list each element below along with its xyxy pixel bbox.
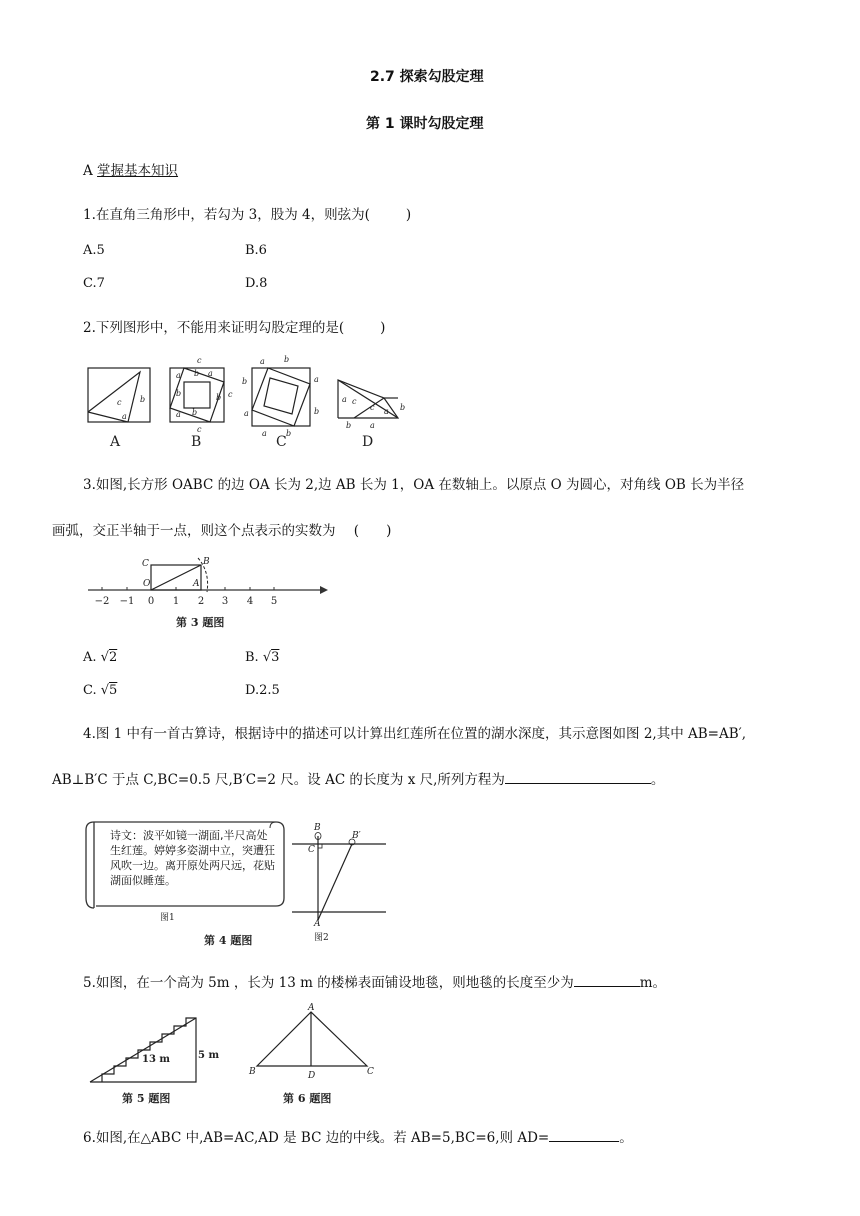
q1-option-b: B.6: [245, 243, 267, 258]
svg-text:b: b: [192, 408, 198, 417]
tick-label: −1: [119, 596, 135, 607]
staircase-figure: [84, 1010, 224, 1110]
isosceles-triangle-figure: [245, 1000, 385, 1110]
figure-d: [338, 380, 398, 418]
section-heading: [83, 159, 178, 179]
svg-text:b: b: [346, 421, 352, 430]
svg-text:b: b: [140, 395, 146, 404]
svg-text:b: b: [194, 369, 200, 378]
fig1-label: 图1: [160, 913, 175, 923]
svg-text:c: c: [228, 390, 233, 399]
svg-text:a: a: [262, 429, 267, 438]
tick-label: 1: [172, 596, 180, 607]
svg-text:c: c: [197, 425, 202, 434]
section-label: 掌握基本知识: [97, 163, 179, 179]
svg-text:B′: B′: [352, 831, 361, 841]
tick-label: 5: [270, 596, 278, 607]
tick-label: 0: [147, 596, 155, 607]
number-line-figure: [84, 552, 334, 634]
svg-text:b: b: [242, 377, 248, 386]
svg-text:b: b: [314, 407, 320, 416]
question-2-close: ): [380, 320, 386, 336]
tick-label: 3: [221, 596, 229, 607]
page-subtitle: 第 1 课时勾股定理: [366, 116, 484, 132]
tick-label: 2: [197, 596, 205, 607]
svg-text:O: O: [143, 579, 151, 589]
stair-length-label: 13 m: [142, 1054, 170, 1065]
svg-text:b: b: [176, 389, 182, 398]
question-6-text: 6.如图,在△ABC 中,AB=AC,AD 是 BC 边的中线。若 AB=5,BC=6,则 AD=: [83, 1130, 550, 1146]
q5-caption: 第 5 题图: [122, 1092, 171, 1105]
question-4-text: AB⊥B′C 于点 C,BC=0.5 尺,B′C=2 尺。设 AC 的长度为 x 尺,所列方程为: [52, 772, 505, 788]
question-1-text: 1.在直角三角形中，若勾为 3，股为 4，则弦为(: [83, 207, 370, 223]
svg-text:a: a: [342, 395, 347, 404]
svg-text:a: a: [244, 409, 249, 418]
svg-text:b: b: [216, 393, 222, 402]
figure-c-label: C: [276, 434, 287, 450]
lotus-diagram: [290, 820, 390, 942]
question-1: [83, 203, 411, 223]
question-2-text: 2.下列图形中，不能用来证明勾股定理的是(: [83, 320, 345, 336]
q1-option-d: D.8: [245, 276, 268, 291]
q4-caption: 第 4 题图: [204, 934, 253, 947]
svg-text:D: D: [308, 1071, 316, 1081]
figure-b-label: B: [191, 434, 202, 450]
svg-text:a: a: [122, 412, 127, 421]
question-3-text: 画弧，交正半轴于一点，则这个点表示的实数为: [52, 523, 336, 539]
fig2-label: 图2: [314, 933, 329, 942]
answer-blank-q5[interactable]: [574, 972, 640, 987]
svg-text:b: b: [286, 429, 292, 438]
q2-figures: [80, 352, 420, 452]
svg-text:c: c: [197, 356, 202, 365]
svg-text:b: b: [284, 355, 290, 364]
figure-a-label: A: [110, 434, 121, 450]
svg-text:a: a: [260, 357, 265, 366]
question-6: 6.如图,在△ABC 中,AB=AC,AD 是 BC 边的中线。若 AB=5,BC=6,则 AD= 。: [83, 1126, 633, 1146]
svg-text:a: a: [176, 371, 181, 380]
svg-text:c: c: [117, 398, 122, 407]
tick-label: −2: [94, 596, 110, 607]
question-3-line-1: 3.如图,长方形 OABC 的边 OA 长为 2,边 AB 长为 1，OA 在数轴上。以原点 O 为圆心，对角线 OB 长为半径: [83, 477, 745, 493]
q6-caption: 第 6 题图: [283, 1092, 332, 1105]
q3-option-b: B. √3: [245, 650, 280, 665]
svg-text:B: B: [249, 1067, 256, 1077]
svg-text:A: A: [314, 919, 321, 929]
q3-caption: 第 3 题图: [176, 616, 225, 629]
q3-option-d: D.2.5: [245, 683, 280, 698]
svg-text:A: A: [308, 1003, 315, 1013]
svg-text:c: c: [370, 403, 375, 412]
svg-text:a: a: [384, 407, 389, 416]
question-5-text: 5.如图，在一个高为 5m ，长为 13 m 的楼梯表面铺设地毯，则地毯的长度至少为: [83, 975, 574, 991]
question-2: [83, 316, 385, 336]
svg-text:A: A: [193, 579, 200, 589]
figure-d-label: D: [362, 434, 374, 450]
q1-option-a: A.5: [83, 243, 105, 258]
question-3-line-2: [52, 519, 391, 539]
section-letter: A: [83, 163, 93, 179]
svg-text:C: C: [142, 559, 149, 569]
tick-label: 4: [246, 596, 254, 607]
svg-text:C: C: [367, 1067, 374, 1077]
svg-text:a: a: [370, 421, 375, 430]
q1-option-c: C.7: [83, 276, 105, 291]
svg-text:B: B: [314, 823, 321, 833]
question-5: 5.如图，在一个高为 5m ，长为 13 m 的楼梯表面铺设地毯，则地毯的长度至少为 m。: [83, 971, 666, 991]
svg-text:a: a: [314, 375, 319, 384]
svg-text:C: C: [308, 845, 315, 855]
answer-blank-q6[interactable]: [549, 1127, 619, 1142]
poem-text: 诗文：波平如镜一湖面,半尺高处生红莲。婷婷多姿湖中立，突遭狂风吹一边。离开原处两尺远，花贴湖面似睡莲。: [110, 829, 275, 887]
figure-c: [252, 368, 310, 426]
q3-option-c: C. √5: [83, 683, 118, 698]
svg-text:a: a: [208, 369, 213, 378]
svg-text:a: a: [176, 410, 181, 419]
page-title: 2.7 探索勾股定理: [370, 69, 484, 85]
svg-text:B: B: [203, 557, 210, 567]
svg-text:b: b: [400, 403, 406, 412]
question-3-paren: ( ): [353, 523, 392, 539]
q3-option-a: A. √2: [83, 650, 118, 665]
stair-height-label: 5 m: [198, 1050, 220, 1061]
answer-blank-q4[interactable]: [505, 769, 651, 784]
svg-text:c: c: [352, 397, 357, 406]
question-4-line-2: AB⊥B′C 于点 C,BC=0.5 尺,B′C=2 尺。设 AC 的长度为 x 尺,所列方程为 。: [52, 768, 664, 788]
question-4-line-1: 4.图 1 中有一首古算诗，根据诗中的描述可以计算出红莲所在位置的湖水深度，其示意图如图 2,其中 AB=AB′,: [83, 726, 747, 742]
question-1-close: ): [405, 207, 412, 223]
